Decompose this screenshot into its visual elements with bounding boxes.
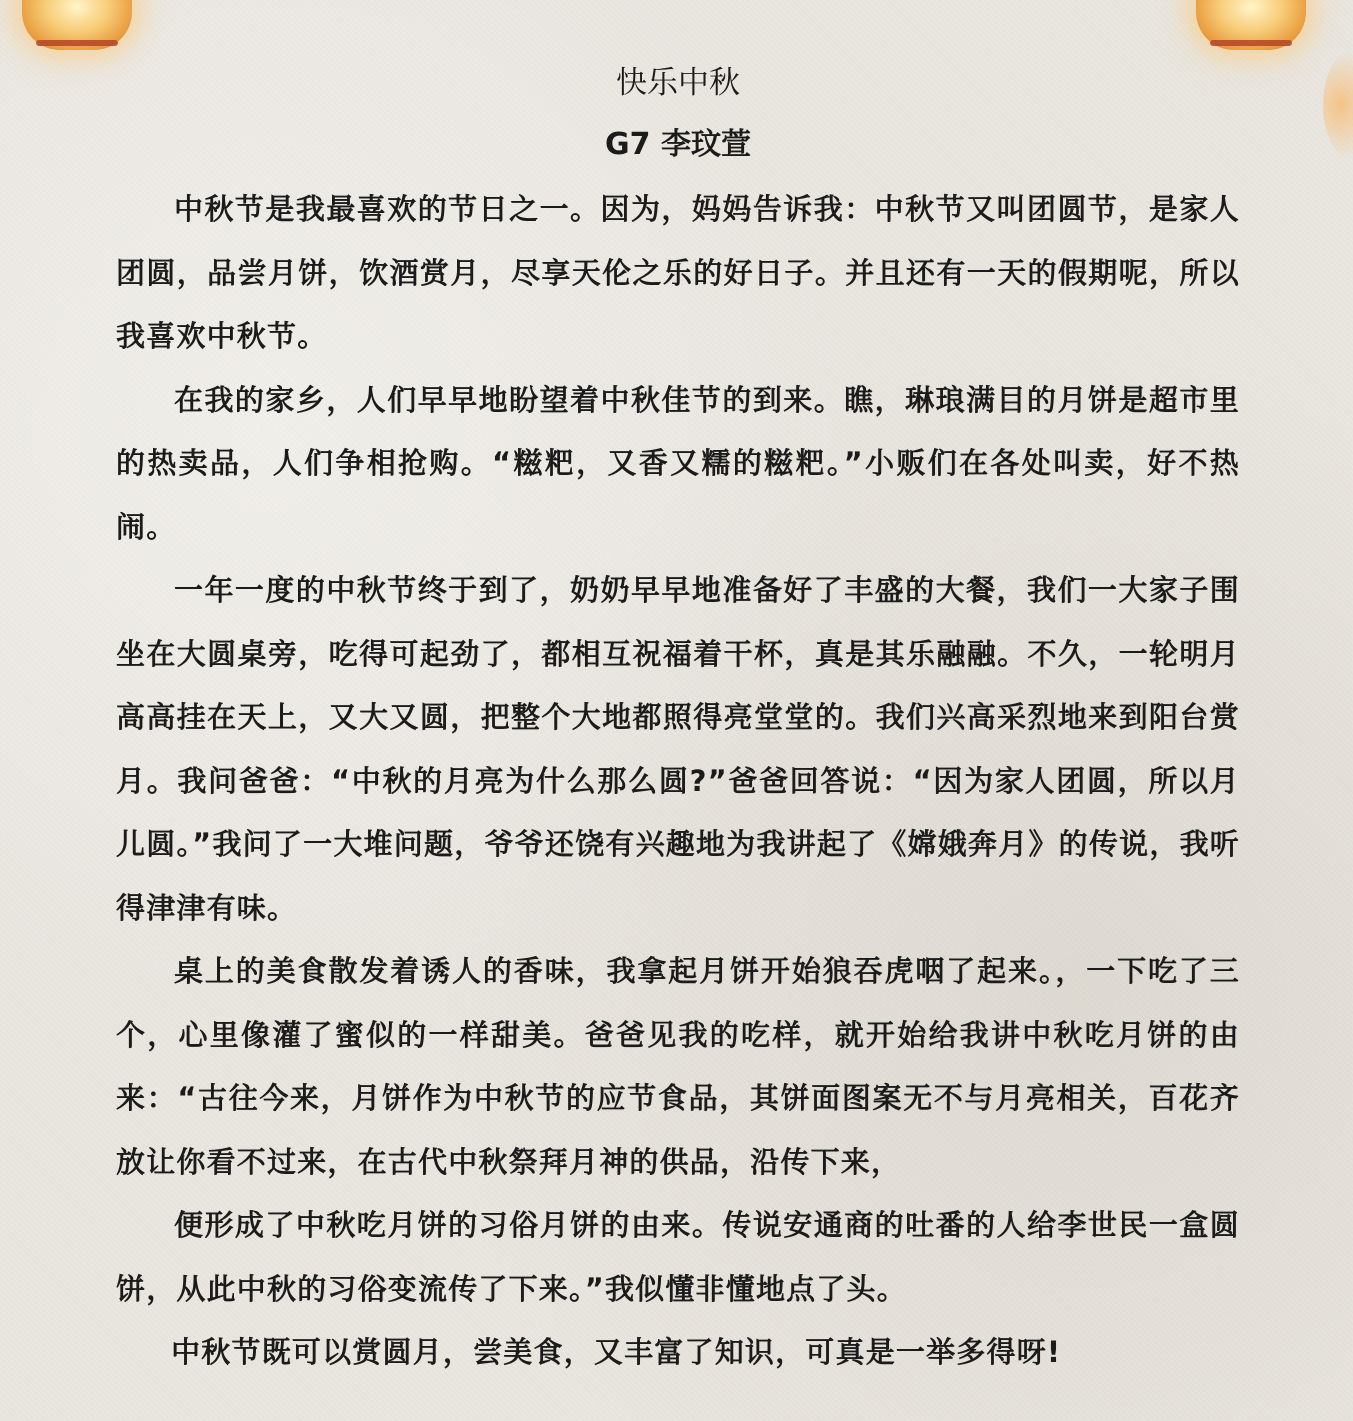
lantern-left-icon (22, 0, 132, 50)
essay-paragraph-1: 中秋节是我最喜欢的节日之一。因为，妈妈告诉我：中秋节又叫团圆节，是家人团圆，品尝月饼，饮酒赏月，尽享天伦之乐的好日子。并且还有一天的假期呢，所以我喜欢中秋节。 (116, 192, 1240, 353)
essay-paragraph-6: 中秋节既可以赏圆月，尝美食，又丰富了知识，可真是一举多得呀! (171, 1335, 1062, 1369)
essay-author: G7 李玟萱 (605, 127, 751, 162)
essay-title: 快乐中秋 (616, 65, 740, 101)
lantern-glow-icon (1323, 50, 1353, 160)
essay-paragraph-5: 便形成了中秋吃月饼的习俗月饼的由来。传说安通商的吐番的人给李世民一盒圆饼，从此中秋的习俗变流传了下来。”我似懂非懂地点了头。 (116, 1208, 1240, 1306)
essay-paragraph-4: 桌上的美食散发着诱人的香味，我拿起月饼开始狼吞虎咽了起来。，一下吃了三个，心里像灌了蜜似的一样甜美。爸爸见我的吃样，就开始给我讲中秋吃月饼的由来：“古往今来，月饼作为中秋节的应节食品，其饼面图案无不与月亮相关，百花齐放让你看不过来，在古代中秋祭拜月神的供品，沿传下来， (116, 954, 1240, 1179)
essay-document (116, 56, 1240, 1385)
essay-paragraph-3: 一年一度的中秋节终于到了，奶奶早早地准备好了丰盛的大餐，我们一大家子围坐在大圆桌旁，吃得可起劲了，都相互祝福着干杯，真是其乐融融。不久，一轮明月高高挂在天上，又大又圆，把整个大地都照得亮堂堂的。我们兴高采烈地来到阳台赏月。我问爸爸：“中秋的月亮为什么那么圆?”爸爸回答说：“因为家人团圆，所以月儿圆。”我问了一大堆问题，爷爷还饶有兴趣地为我讲起了《嫦娥奔月》的传说，我听得津津有味。 (116, 573, 1240, 925)
essay-paragraph-2: 在我的家乡，人们早早地盼望着中秋佳节的到来。瞧，琳琅满目的月饼是超市里的热卖品，人们争相抢购。“糍粑，又香又糯的糍粑。”小贩们在各处叫卖，好不热闹。 (116, 382, 1240, 544)
lantern-right-icon (1196, 0, 1306, 50)
